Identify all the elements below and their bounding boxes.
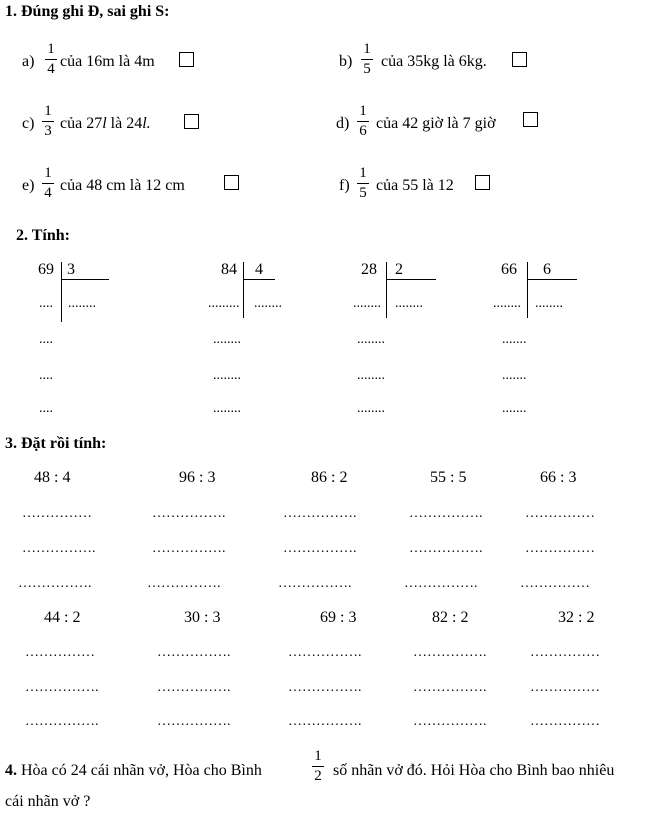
division-divisor: 6 [543, 261, 551, 278]
division-horizontal-bar [61, 279, 109, 280]
fraction-numerator: 1 [44, 165, 52, 181]
expression: 82 : 2 [432, 609, 469, 626]
division-dots[interactable]: ........ [213, 401, 241, 416]
item-b-label: b) [339, 53, 353, 70]
item-a-label: a) [22, 53, 35, 70]
item-f-label: f) [339, 177, 350, 194]
answer-dotline[interactable]: ……………. [413, 714, 487, 729]
section4-text-after: số nhãn vở đó. Hỏi Hòa cho Bình bao nhiêu [333, 762, 615, 779]
item-c-answer-box[interactable] [184, 114, 199, 129]
section4-label: 4. [5, 762, 17, 779]
division-vertical-bar [243, 262, 244, 318]
division-dots[interactable]: ........ [357, 368, 385, 383]
item-b-answer-box[interactable] [512, 52, 527, 67]
answer-dotline[interactable]: ……………. [283, 541, 357, 556]
fraction-denominator: 6 [359, 123, 367, 139]
division-dots[interactable]: .... [39, 401, 53, 416]
division-horizontal-bar [386, 279, 436, 280]
item-d-text: của 42 giờ là 7 giờ [376, 115, 496, 132]
item-c-fraction [42, 103, 54, 140]
item-c-unit: l. [142, 115, 151, 132]
expression: 69 : 3 [320, 609, 357, 626]
fraction-denominator: 3 [44, 123, 52, 139]
division-divisor: 4 [255, 261, 263, 278]
division-horizontal-bar [527, 279, 577, 280]
division-dots[interactable]: ........ [68, 296, 96, 311]
item-a-fraction [45, 41, 57, 78]
section4-fraction [312, 748, 324, 785]
answer-dotline[interactable]: ……………. [283, 506, 357, 521]
division-dots[interactable]: ........ [535, 296, 563, 311]
expression: 66 : 3 [540, 469, 577, 486]
division-dots[interactable]: ....... [502, 401, 527, 416]
answer-dotline[interactable]: ……………. [147, 576, 221, 591]
section4-text-line2: cái nhãn vở ? [5, 793, 91, 810]
item-e-label: e) [22, 177, 35, 194]
answer-dotline[interactable]: …………… [22, 506, 92, 521]
division-dots[interactable]: ........ [357, 401, 385, 416]
answer-dotline[interactable]: ……………. [288, 645, 362, 660]
item-c-text-part: là 24 [106, 115, 143, 132]
division-vertical-bar [386, 262, 387, 318]
division-dots[interactable]: ........ [493, 296, 521, 311]
division-divisor: 2 [395, 261, 403, 278]
section4-text-before: Hòa có 24 cái nhãn vở, Hòa cho Bình [21, 762, 262, 779]
answer-dotline[interactable]: ……………. [152, 541, 226, 556]
answer-dotline[interactable]: …………… [25, 645, 95, 660]
division-dots[interactable]: ......... [208, 296, 240, 311]
division-vertical-bar [527, 262, 528, 318]
item-e-answer-box[interactable] [224, 175, 239, 190]
division-dots[interactable]: ........ [213, 368, 241, 383]
item-c-unit: l [102, 115, 107, 132]
division-dots[interactable]: .... [39, 296, 53, 311]
answer-dotline[interactable]: ……………. [157, 645, 231, 660]
expression: 96 : 3 [179, 469, 216, 486]
answer-dotline[interactable]: ……………. [25, 714, 99, 729]
division-divisor: 3 [67, 261, 75, 278]
item-f-fraction [357, 165, 369, 202]
answer-dotline[interactable]: …………… [530, 645, 600, 660]
answer-dotline[interactable]: ……………. [413, 680, 487, 695]
answer-dotline[interactable]: …………… [525, 506, 595, 521]
division-dots[interactable]: ........ [353, 296, 381, 311]
item-c-text [60, 115, 151, 133]
division-vertical-bar [61, 262, 62, 322]
section1-heading: 1. Đúng ghi Đ, sai ghi S: [5, 3, 170, 20]
expression: 32 : 2 [558, 609, 595, 626]
item-f-text: của 55 là 12 [376, 177, 454, 194]
item-c-label: c) [22, 115, 35, 132]
expression: 48 : 4 [34, 469, 71, 486]
item-a-text: của 16m là 4m [60, 53, 155, 70]
answer-dotline[interactable]: …………… [530, 714, 600, 729]
answer-dotline[interactable]: ……………. [288, 680, 362, 695]
section2-heading: 2. Tính: [16, 227, 70, 244]
expression: 30 : 3 [184, 609, 221, 626]
answer-dotline[interactable]: …………… [530, 680, 600, 695]
answer-dotline[interactable]: ……………. [288, 714, 362, 729]
fraction-numerator: 1 [359, 103, 367, 119]
item-f-answer-box[interactable] [475, 175, 490, 190]
fraction-denominator: 5 [359, 185, 367, 201]
division-dots[interactable]: ....... [502, 368, 527, 383]
division-dividend: 84 [221, 261, 237, 278]
answer-dotline[interactable]: ……………. [278, 576, 352, 591]
answer-dotline[interactable]: …………… [525, 541, 595, 556]
fraction-numerator: 1 [359, 165, 367, 181]
item-b-fraction [361, 41, 373, 78]
answer-dotline[interactable]: ……………. [25, 680, 99, 695]
answer-dotline[interactable]: ……………. [22, 541, 96, 556]
section4-text [5, 762, 262, 780]
answer-dotline[interactable]: ……………. [157, 714, 231, 729]
division-dots[interactable]: ........ [395, 296, 423, 311]
answer-dotline[interactable]: ……………. [409, 541, 483, 556]
expression: 44 : 2 [44, 609, 81, 626]
fraction-numerator: 1 [47, 41, 55, 57]
answer-dotline[interactable]: ……………. [157, 680, 231, 695]
division-dividend: 66 [501, 261, 517, 278]
item-e-text: của 48 cm là 12 cm [60, 177, 185, 194]
fraction-numerator: 1 [363, 41, 371, 57]
item-d-label: d) [336, 115, 350, 132]
item-b-text: của 35kg là 6kg. [381, 53, 487, 70]
division-horizontal-bar [243, 279, 275, 280]
division-dots[interactable]: ........ [357, 332, 385, 347]
item-e-fraction [42, 165, 54, 202]
fraction-denominator: 2 [314, 768, 322, 784]
division-dots[interactable]: .... [39, 332, 53, 347]
division-dividend: 69 [38, 261, 54, 278]
fraction-numerator: 1 [314, 748, 322, 764]
division-dividend: 28 [361, 261, 377, 278]
division-dots[interactable]: ........ [254, 296, 282, 311]
division-dots[interactable]: ........ [213, 332, 241, 347]
fraction-denominator: 4 [47, 61, 55, 77]
answer-dotline[interactable]: ……………. [413, 645, 487, 660]
answer-dotline[interactable]: ……………. [404, 576, 478, 591]
expression: 86 : 2 [311, 469, 348, 486]
expression: 55 : 5 [430, 469, 467, 486]
section3-heading: 3. Đặt rồi tính: [5, 435, 107, 452]
item-c-text-part: của 27 [60, 115, 103, 132]
fraction-denominator: 5 [363, 61, 371, 77]
answer-dotline[interactable]: …………… [520, 576, 590, 591]
fraction-numerator: 1 [44, 103, 52, 119]
item-d-fraction [357, 103, 369, 140]
item-a-answer-box[interactable] [179, 52, 194, 67]
answer-dotline[interactable]: ……………. [152, 506, 226, 521]
answer-dotline[interactable]: ……………. [18, 576, 92, 591]
answer-dotline[interactable]: ……………. [409, 506, 483, 521]
fraction-denominator: 4 [44, 185, 52, 201]
division-dots[interactable]: .... [39, 368, 53, 383]
division-dots[interactable]: ....... [502, 332, 527, 347]
item-d-answer-box[interactable] [523, 112, 538, 127]
